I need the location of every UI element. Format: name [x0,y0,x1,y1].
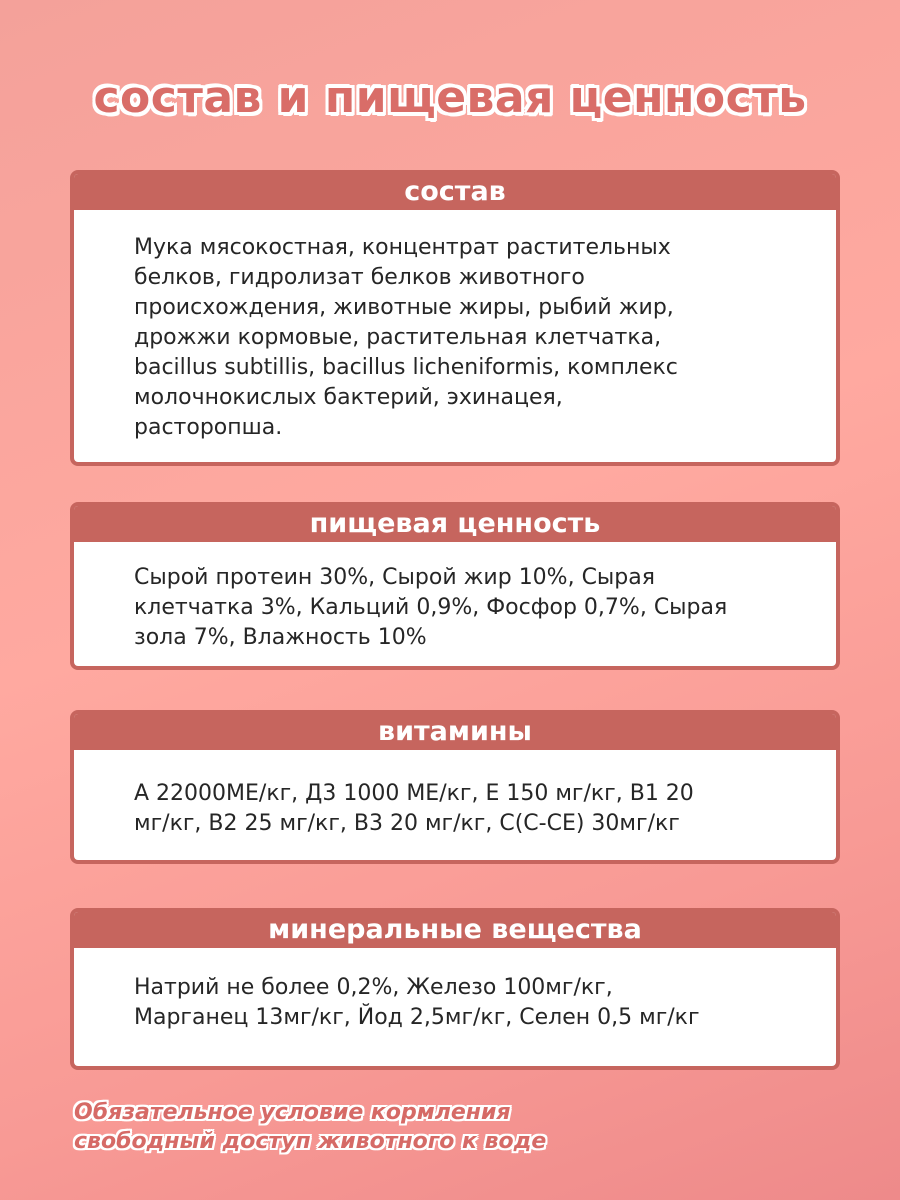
minerals-header: минеральные вещества [74,912,836,948]
composition-text: Мука мясокостная, концентрат растительных белков, гидролизат белков животного происхождения, животные жиры, рыбий жир, дрожжи кормовые, растительная клетчатка, bacillus subtillis, bacillus licheniformis, комплекс молочнокислых бактерий, эхинацея, расторопша. [134,235,678,440]
feeding-note [74,1098,546,1156]
vitamins-header: витамины [74,714,836,750]
page-title: состав и пищевая ценность [93,72,807,123]
vitamins-card [70,710,840,864]
minerals-text: Натрий не более 0,2%, Железо 100мг/кг, Марганец 13мг/кг, Йод 2,5мг/кг, Селен 0,5 мг/кг [134,975,700,1030]
nutritional-value-text: Сырой протеин 30%, Сырой жир 10%, Сырая клетчатка 3%, Кальций 0,9%, Фосфор 0,7%, Сырая зола 7%, Влажность 10% [134,565,728,650]
feeding-note-line2: свободный доступ животного к воде [74,1129,547,1154]
nutritional-value-card [70,502,840,670]
feeding-note-line1: Обязательное условие кормления [74,1100,511,1125]
vitamins-text: А 22000МЕ/кг, Д3 1000 МЕ/кг, Е 150 мг/кг, В1 20 мг/кг, В2 25 мг/кг, В3 20 мг/кг, С(С-СЕ) 30мг/кг [134,781,694,836]
nutritional-value-header: пищевая ценность [74,506,836,542]
minerals-card [70,908,840,1070]
composition-header: состав [74,174,836,210]
composition-card [70,170,840,466]
